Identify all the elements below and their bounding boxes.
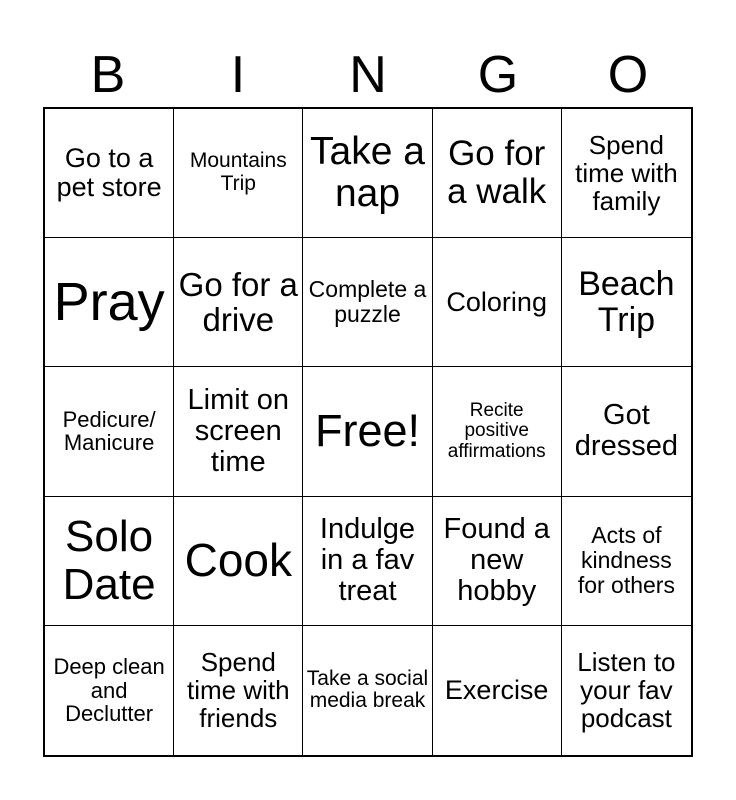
header-letter-n: N: [349, 46, 387, 104]
bingo-cell[interactable]: Go for a drive: [174, 238, 303, 367]
bingo-cell[interactable]: Indulge in a fav treat: [303, 497, 432, 626]
bingo-cell[interactable]: Go to a pet store: [45, 109, 174, 238]
bingo-cell[interactable]: Limit on screen time: [174, 367, 303, 496]
bingo-cell[interactable]: Complete a puzzle: [303, 238, 432, 367]
bingo-cell[interactable]: Solo Date: [45, 497, 174, 626]
bingo-cell[interactable]: Deep clean and Declutter: [45, 626, 174, 755]
header-letter-b: B: [90, 46, 126, 104]
bingo-cell[interactable]: Beach Trip: [562, 238, 691, 367]
bingo-cell[interactable]: Pedicure/ Manicure: [45, 367, 174, 496]
bingo-cell[interactable]: Mountains Trip: [174, 109, 303, 238]
bingo-cell[interactable]: Free!: [303, 367, 432, 496]
bingo-cell[interactable]: Recite positive affirmations: [433, 367, 562, 496]
header-letter-o: O: [607, 46, 649, 104]
header-letter-g: G: [477, 46, 519, 104]
bingo-cell[interactable]: Spend time with family: [562, 109, 691, 238]
bingo-cell[interactable]: Exercise: [433, 626, 562, 755]
bingo-cell[interactable]: Spend time with friends: [174, 626, 303, 755]
bingo-cell[interactable]: Go for a walk: [433, 109, 562, 238]
bingo-cell[interactable]: Acts of kindness for others: [562, 497, 691, 626]
bingo-cell[interactable]: Pray: [45, 238, 174, 367]
bingo-cell[interactable]: Got dressed: [562, 367, 691, 496]
bingo-cell[interactable]: Found a new hobby: [433, 497, 562, 626]
bingo-board: [43, 107, 693, 757]
bingo-cell[interactable]: Listen to your fav podcast: [577, 647, 676, 734]
bingo-header: [43, 44, 693, 106]
bingo-cell[interactable]: Cook: [174, 497, 303, 626]
header-letter-i: I: [230, 46, 246, 104]
bingo-cell[interactable]: Take a social media break: [303, 626, 432, 755]
bingo-cell[interactable]: Coloring: [433, 238, 562, 367]
bingo-cell[interactable]: Take a nap: [303, 109, 432, 238]
